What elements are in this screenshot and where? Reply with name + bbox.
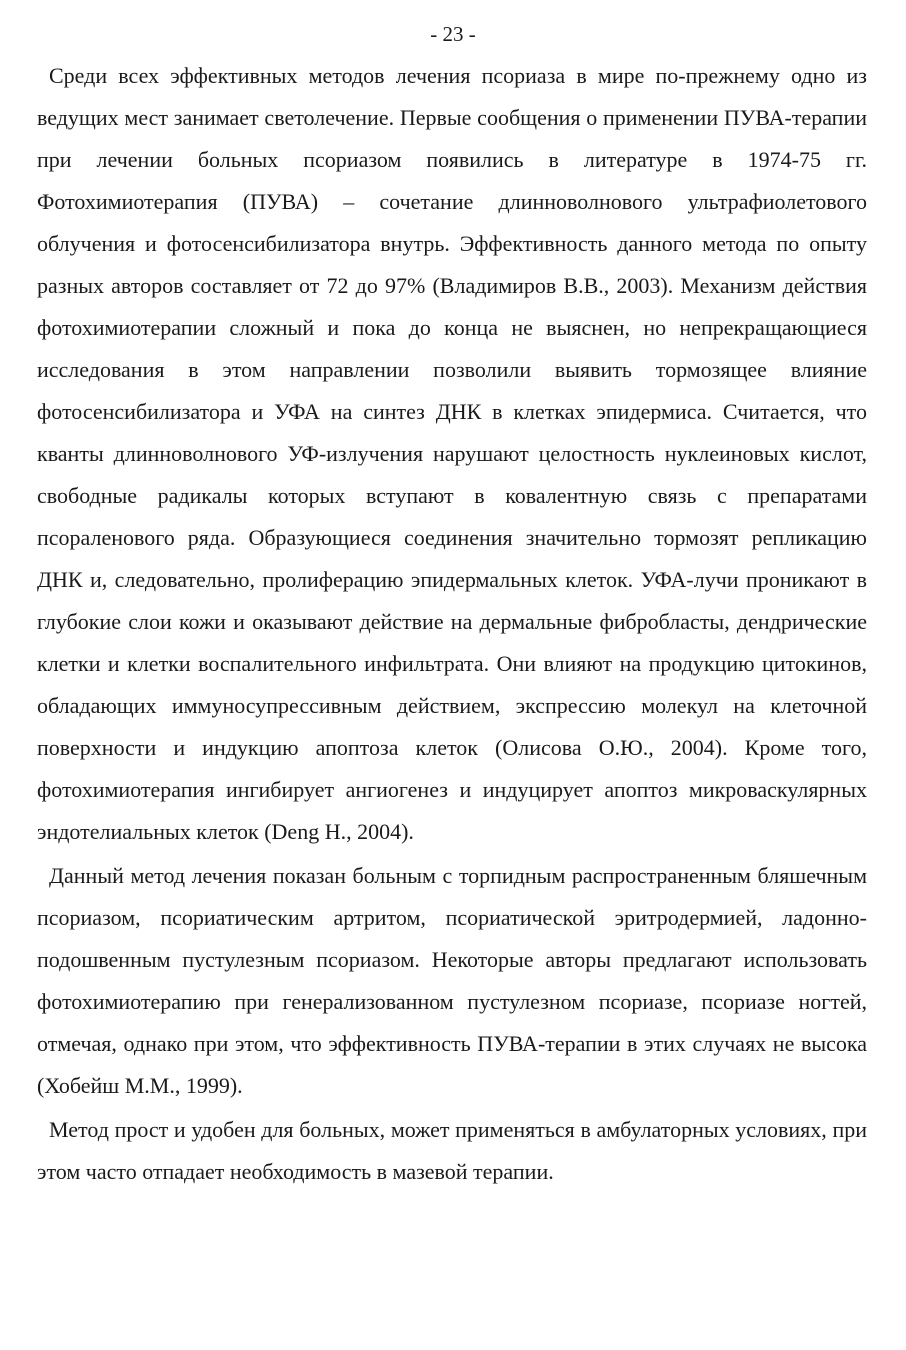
paragraph-3: Метод прост и удобен для больных, может применяться в амбулаторных условиях, при этом часто отпадает необходимость в мазевой терапии. bbox=[37, 1117, 867, 1184]
paragraph-1: Среди всех эффективных методов лечения псориаза в мире по-прежнему одно из ведущих мест занимает светолечение. Первые сообщения о применении ПУВА-терапии при лечении больных псориазом появились в литературе в 1974-75 гг. Фотохимиотерапия (ПУВА) – сочетание длинноволнового ультрафиолетового облучения и фотосенсибилизатора внутрь. Эффективность данного метода по опыту разных авторов составляет от 72 до 97% (Владимиров В.В., 2003). Механизм действия фотохимиотерапии сложный и пока до конца не выяснен, но непрекращающиеся исследования в этом направлении позволили выявить тормозящее влияние фотосенсибилизатора и УФА на синтез ДНК в клетках эпидермиса. Считается, что кванты длинноволнового УФ-излучения нарушают целостность нуклеиновых кислот, свободные радикалы которых вступают в ковалентную связь с препаратами псораленового ряда. Образующиеся соединения значительно тормозят репликацию ДНК и, следовательно, пролиферацию эпидермальных клеток. УФА-лучи проникают в глубокие слои кожи и оказывают действие на дермальные фибробласты, дендрические клетки и клетки воспалительного инфильтрата. Они влияют на продукцию цитокинов, обладающих иммуносупрессивным действием, экспрессию молекул на клеточной поверхности и индукцию апоптоза клеток (Олисова О.Ю., 2004). Кроме того, фотохимиотерапия ингибирует ангиогенез и индуцирует апоптоз микроваскулярных эндотелиальных клеток (Deng H., 2004). bbox=[37, 63, 867, 844]
paragraph-2: Данный метод лечения показан больным с торпидным распространенным бляшечным псориазом, псориатическим артритом, псориатической эритродермией, ладонно-подошвенным пустулезным псориазом. Некоторые авторы предлагают использовать фотохимиотерапию при генерализованном пустулезном псориазе, псориазе ногтей, отмечая, однако при этом, что эффективность ПУВА-терапии в этих случаях не высока (Хобейш М.М., 1999). bbox=[37, 863, 867, 1098]
document-body bbox=[37, 55, 867, 1193]
page-number: - 23 - bbox=[430, 22, 476, 46]
